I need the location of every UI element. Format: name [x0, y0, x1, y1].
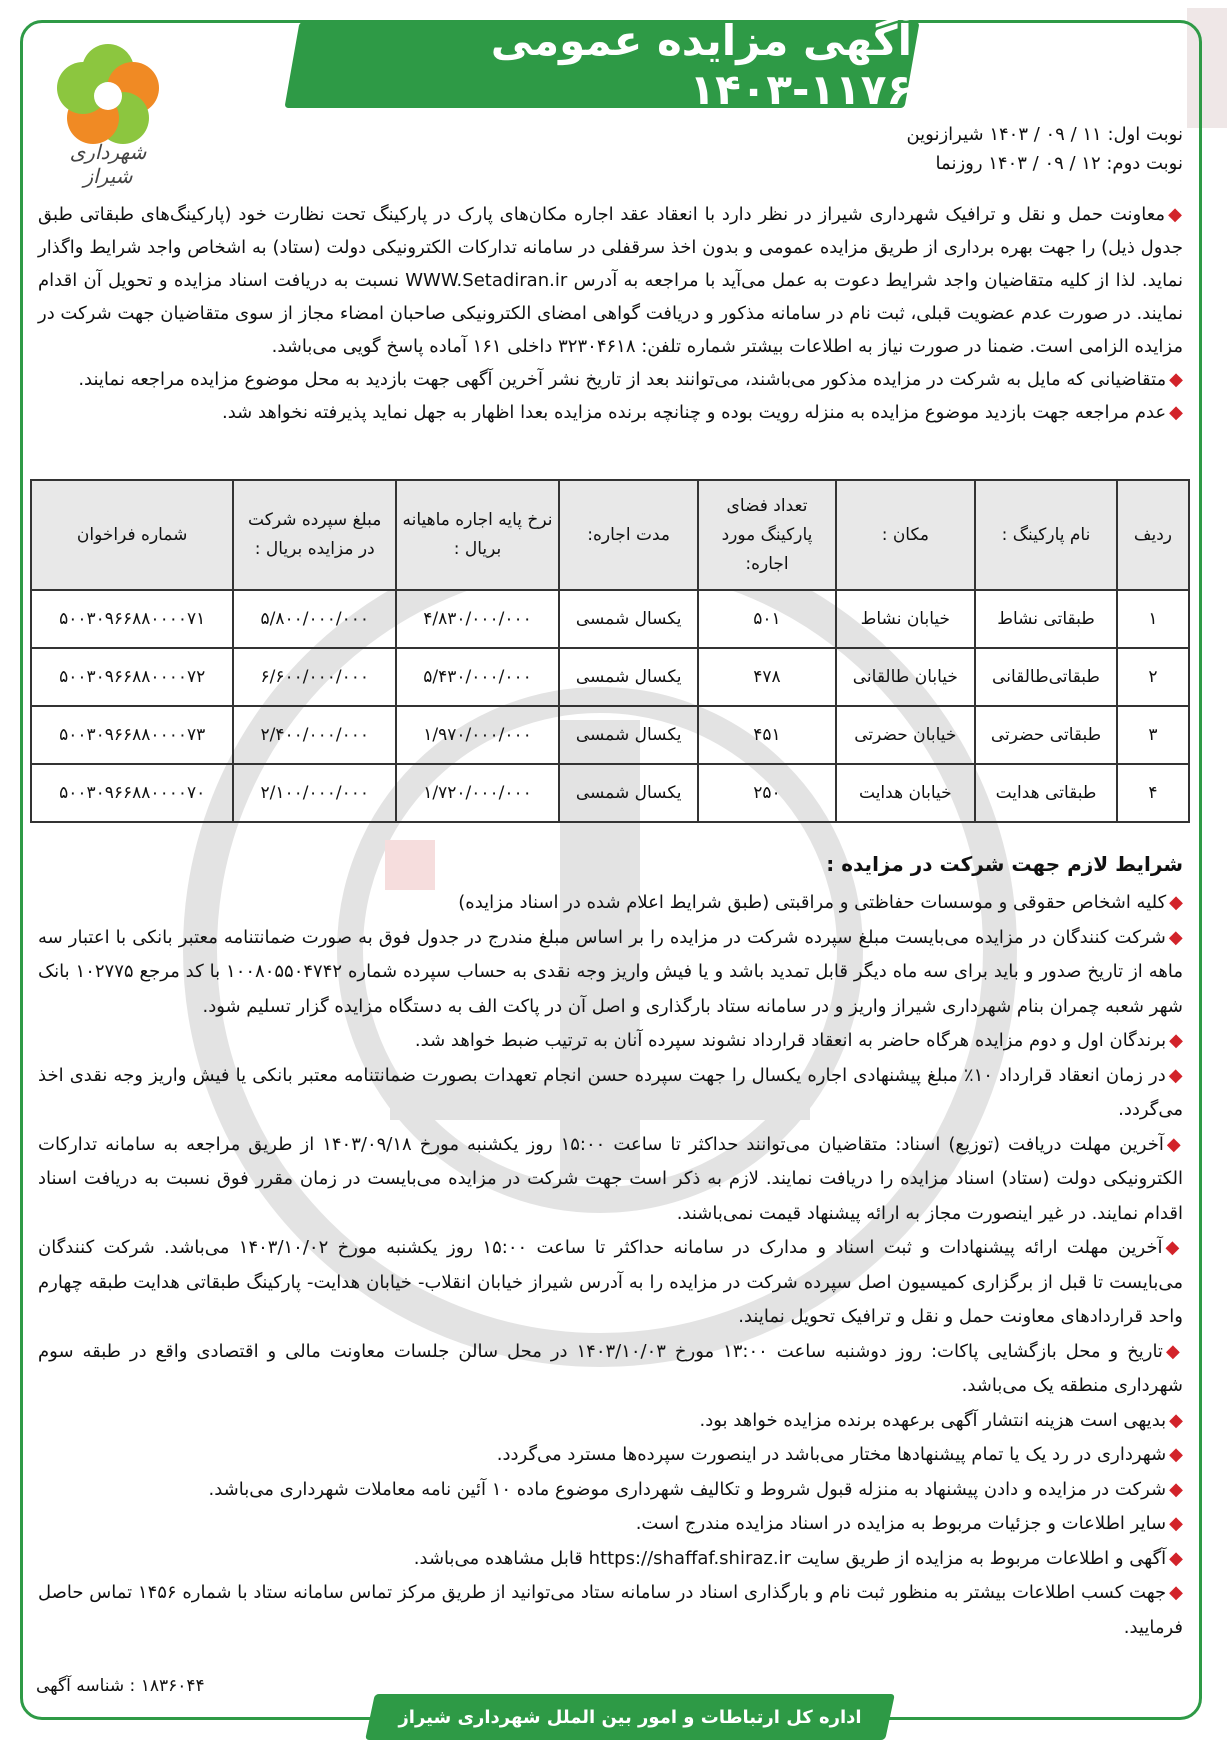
col-parking-name: نام پارکینگ :: [975, 480, 1117, 590]
col-lease-duration: مدت اجاره:: [559, 480, 699, 590]
cell-base-rent: ۴/۸۳۰/۰۰۰/۰۰۰: [396, 590, 559, 648]
bullet-icon: ◆: [1168, 926, 1183, 948]
bullet-icon: ◆: [1165, 1340, 1184, 1362]
condition-item: [38, 1335, 1183, 1404]
condition-text: تاریخ و محل بازگشایی پاکات: روز دوشنبه ساعت ۱۳:۰۰ مورخ ۱۴۰۳/۱۰/۰۳ در محل سالن جلسات معاونت مالی و اقتصادی واقع در طبقه سوم شهرداری منطقه یک می‌باشد.: [38, 1340, 1183, 1396]
condition-text: آخرین مهلت دریافت (توزیع) اسناد: متقاضیان می‌توانند حداکثر تا ساعت ۱۵:۰۰ روز یکشنبه مورخ ۱۴۰۳/۰۹/۱۸ از طریق مراجعه به سامانه تدارکات الکترونیکی دولت (ستاد) اسناد مزایده را دریافت نمایند. لازم به ذکر است جهت شرکت در مزایده می‌بایست در زمان مقرر فوق نسبت به دریافت اسناد اقدام نمایند. در غیر اینصورت مجاز به ارائه پیشنهاد قیمت نمی‌باشند.: [38, 1133, 1183, 1224]
bullet-icon: ◆: [1169, 369, 1183, 390]
cell-lease-duration: یکسال شمسی: [559, 764, 699, 822]
table-row: [31, 706, 1189, 764]
table-header-row: [31, 480, 1189, 590]
condition-text: جهت کسب اطلاعات بیشتر به منظور ثبت نام و بارگذاری اسناد در سامانه ستاد می‌توانید از طریق مرکز تماس سامانه ستاد با شماره ۱۴۵۶ تماس حاصل فرمایید.: [38, 1582, 1183, 1638]
condition-text: شرکت در مزایده و دادن پیشنهاد به منزله قبول شروط و تکالیف شهرداری موضوع ماده ۱۰ آئین نامه معاملات شهرداری می‌باشد.: [208, 1478, 1167, 1500]
cell-parking-name: طبقاتی نشاط: [975, 590, 1117, 648]
ad-id: ۱۸۳۶۰۴۴ : شناسه آگهی: [36, 1676, 205, 1696]
bullet-icon: ◆: [1169, 892, 1183, 913]
condition-text: شرکت کنندگان در مزایده می‌بایست مبلغ سپرده شرکت در مزایده را بر اساس مبلغ مندرج در جدول فوق به صورت ضمانتنامه معتبر بانکی با اعتبار سه ماهه از تاریخ صدور و باید برای سه ماه دیگر قابل تمدید باشد و یا فیش واریز وجه نقدی به حساب سپرده شماره ۱۰۰۸۰۵۵۰۴۷۴۲ با کد مرجع ۱۰۲۷۷۵ بانک شهر شعبه چمران بنام شهرداری شیراز واریز و در سامانه ستاد بارگذاری و اصل آن در پاکت الف به دستگاه مزایده گزار تسلیم شود.: [38, 926, 1183, 1017]
cell-lease-duration: یکسال شمسی: [559, 590, 699, 648]
conditions-heading: شرایط لازم جهت شرکت در مزایده :: [826, 852, 1183, 876]
cell-space-count: ۴۵۱: [698, 706, 835, 764]
cell-call-number: ۵۰۰۳۰۹۶۶۸۸۰۰۰۰۷۰: [31, 764, 233, 822]
cell-location: خیابان حضرتی: [836, 706, 976, 764]
condition-item: [38, 1404, 1183, 1439]
cell-deposit: ۲/۴۰۰/۰۰۰/۰۰۰: [233, 706, 396, 764]
footer-office: اداره کل ارتباطات و امور بین الملل شهرداری شیراز: [398, 1706, 862, 1728]
intro-text-c: متقاضیانی که مایل به شرکت در مزایده مذکور می‌باشند، می‌توانند بعد از تاریخ نشر آخرین آگهی جهت بازدید به محل موضوع مزایده مراجعه نمایند.: [78, 369, 1167, 390]
condition-item: [38, 1024, 1183, 1059]
condition-text: کلیه اشخاص حقوقی و موسسات حفاظتی و مراقبتی (طبق شرایط اعلام شده در اسناد مزایده): [458, 892, 1167, 913]
cell-call-number: ۵۰۰۳۰۹۶۶۸۸۰۰۰۰۷۲: [31, 648, 233, 706]
conditions-section: [38, 886, 1183, 1645]
table-row: [31, 590, 1189, 648]
condition-text: آخرین مهلت ارائه پیشنهادات و ثبت اسناد و مدارک در سامانه حداکثر تا ساعت ۱۵:۰۰ روز یکشنبه مورخ ۱۴۰۳/۱۰/۰۲ می‌باشد. شرکت کنندگان می‌بایست تا قبل از برگزاری کمیسیون اصل سپرده شرکت در مزایده را به آدرس شیراز خیابان انقلاب- خیابان هدایت- پارکینگ طبقاتی هدایت طبقه چهارم واحد قراردادهای معاونت حمل و نقل و ترافیک تحویل نمایند.: [38, 1237, 1183, 1327]
condition-text: آگهی و اطلاعات مربوط به مزایده از طریق سایت: [796, 1547, 1167, 1569]
condition-text: برندگان اول و دوم مزایده هرگاه حاضر به انعقاد قرارداد نشوند سپرده آنان به ترتیب ضبط خواهد شد.: [414, 1030, 1167, 1051]
intro-paragraph-3: [38, 396, 1183, 429]
cell-call-number: ۵۰۰۳۰۹۶۶۸۸۰۰۰۰۷۱: [31, 590, 233, 648]
setadiran-link[interactable]: WWW.Setadiran.ir: [405, 270, 568, 291]
condition-item: [38, 1059, 1183, 1128]
intro-text-a: معاونت حمل و نقل و ترافیک شهرداری شیراز در نظر دارد با انعقاد عقد اجاره مکان‌های پارک در پارکینگ تحت نظارت خود (پارکینگ‌های طبقاتی طبق جدول ذیل) را جهت بهره برداری از طریق مزایده عمومی و بدون اخذ سرقفلی در سامانه تدارکات الکترونیکی دولت (ستاد) به اشخاص واجد شرایط واگذار نماید. لذا از کلیه متقاضیان واجد شرایط دعوت به عمل می‌آید با مراجعه به آدرس: [38, 204, 1183, 291]
cell-location: خیابان طالقانی: [836, 648, 976, 706]
condition-item: [38, 1576, 1183, 1645]
shaffaf-link[interactable]: https://shaffaf.shiraz.ir: [588, 1547, 791, 1569]
cell-row-number: ۳: [1117, 706, 1189, 764]
second-notice: نوبت دوم: ۱۲ / ۰۹ / ۱۴۰۳ روزنما: [935, 153, 1183, 174]
bullet-icon: ◆: [1169, 1444, 1183, 1465]
condition-text: قابل مشاهده می‌باشد.: [413, 1547, 583, 1569]
cell-deposit: ۶/۶۰۰/۰۰۰/۰۰۰: [233, 648, 396, 706]
condition-item: [38, 921, 1183, 1025]
cell-deposit: ۵/۸۰۰/۰۰۰/۰۰۰: [233, 590, 396, 648]
cell-row-number: ۴: [1117, 764, 1189, 822]
bullet-icon: ◆: [1166, 1133, 1184, 1155]
condition-item: [38, 1542, 1183, 1577]
col-space-count: تعداد فضای پارکینگ مورد اجاره:: [698, 480, 835, 590]
cell-location: خیابان هدایت: [836, 764, 976, 822]
logo-caption: شهرداری شیراز: [69, 140, 147, 188]
bullet-icon: ◆: [1165, 1237, 1183, 1258]
cell-location: خیابان نشاط: [836, 590, 976, 648]
condition-item: [38, 1473, 1183, 1508]
col-location: مکان :: [836, 480, 976, 590]
bullet-icon: ◆: [1168, 1064, 1183, 1086]
bullet-icon: ◆: [1169, 1409, 1183, 1431]
cell-deposit: ۲/۱۰۰/۰۰۰/۰۰۰: [233, 764, 396, 822]
cell-parking-name: طبقاتی هدایت: [975, 764, 1117, 822]
col-row-number: ردیف: [1117, 480, 1189, 590]
intro-paragraph-2: [38, 363, 1183, 396]
page-title: آگهی مزایده عمومی ۱۱۷۶-۱۴۰۳: [490, 16, 912, 114]
condition-text: شهرداری در رد یک یا تمام پیشنهادها مختار می‌باشد در اینصورت سپرده‌ها مسترد می‌گردد.: [496, 1444, 1167, 1465]
condition-text: در زمان انعقاد قرارداد ۱۰٪ مبلغ پیشنهادی اجاره یکسال را جهت سپرده حسن انجام تعهدات بصورت ضمانتنامه معتبر بانکی یا فیش واریز وجه نقدی اخذ می‌گردد.: [38, 1064, 1183, 1120]
table-row: [31, 764, 1189, 822]
condition-item: [38, 1231, 1183, 1335]
bullet-icon: ◆: [1169, 1478, 1183, 1500]
cell-base-rent: ۵/۴۳۰/۰۰۰/۰۰۰: [396, 648, 559, 706]
col-deposit: مبلغ سپرده شرکت در مزایده بریال :: [233, 480, 396, 590]
cell-lease-duration: یکسال شمسی: [559, 706, 699, 764]
bullet-icon: ◆: [1169, 402, 1183, 423]
condition-item: [38, 886, 1183, 921]
cell-base-rent: ۱/۹۷۰/۰۰۰/۰۰۰: [396, 706, 559, 764]
publication-dates: [723, 120, 1183, 178]
col-base-rent: نرخ پایه اجاره ماهیانه بریال :: [396, 480, 559, 590]
cell-base-rent: ۱/۷۲۰/۰۰۰/۰۰۰: [396, 764, 559, 822]
cell-row-number: ۲: [1117, 648, 1189, 706]
condition-text: سایر اطلاعات و جزئیات مربوط به مزایده در اسناد مزایده مندرج است.: [635, 1513, 1167, 1534]
intro-text-b: نسبت به دریافت اسناد مزایده و تحویل آن اقدام نمایند. در صورت عدم عضویت قبلی، ثبت نام در سامانه مذکور و دریافت گواهی امضای الکترونیکی صاحبان امضاء مجاز از سوی متقاضیان جهت شرکت در مزایده الزامی است. ضمنا در صورت نیاز به اطلاعات بیشتر شماره تلفن: ۳۲۳۰۴۶۱۸ داخلی ۱۶۱ آماده پاسخ گویی می‌باشد.: [38, 270, 1183, 357]
condition-item: [38, 1128, 1183, 1232]
condition-item: [38, 1438, 1183, 1473]
bullet-icon: ◆: [1169, 1030, 1183, 1051]
cell-row-number: ۱: [1117, 590, 1189, 648]
intro-paragraph-1: [38, 198, 1183, 363]
cell-parking-name: طبقاتی‌طالقانی: [975, 648, 1117, 706]
intro-text-d: عدم مراجعه جهت بازدید موضوع مزایده به منزله رویت بوده و چنانچه برنده مزایده بعدا اظهار به جهل نماید پذیرفته نخواهد شد.: [221, 402, 1167, 423]
auction-table: [30, 479, 1190, 823]
col-call-number: شماره فراخوان: [31, 480, 233, 590]
bullet-icon: ◆: [1169, 1582, 1183, 1603]
cell-space-count: ۴۷۸: [698, 648, 835, 706]
cell-call-number: ۵۰۰۳۰۹۶۶۸۸۰۰۰۰۷۳: [31, 706, 233, 764]
table-row: [31, 648, 1189, 706]
cell-space-count: ۲۵۰: [698, 764, 835, 822]
cell-lease-duration: یکسال شمسی: [559, 648, 699, 706]
bullet-icon: ◆: [1169, 1513, 1183, 1534]
bullet-icon: ◆: [1168, 204, 1184, 225]
first-notice: نوبت اول: ۱۱ / ۰۹ / ۱۴۰۳ شیرازنوین: [906, 124, 1183, 145]
cell-parking-name: طبقاتی حضرتی: [975, 706, 1117, 764]
condition-text: بدیهی است هزینه انتشار آگهی برعهده برنده مزایده خواهد بود.: [699, 1409, 1167, 1431]
condition-item: [38, 1507, 1183, 1542]
intro-section: [38, 198, 1183, 429]
bullet-icon: ◆: [1169, 1547, 1183, 1569]
cell-space-count: ۵۰۱: [698, 590, 835, 648]
